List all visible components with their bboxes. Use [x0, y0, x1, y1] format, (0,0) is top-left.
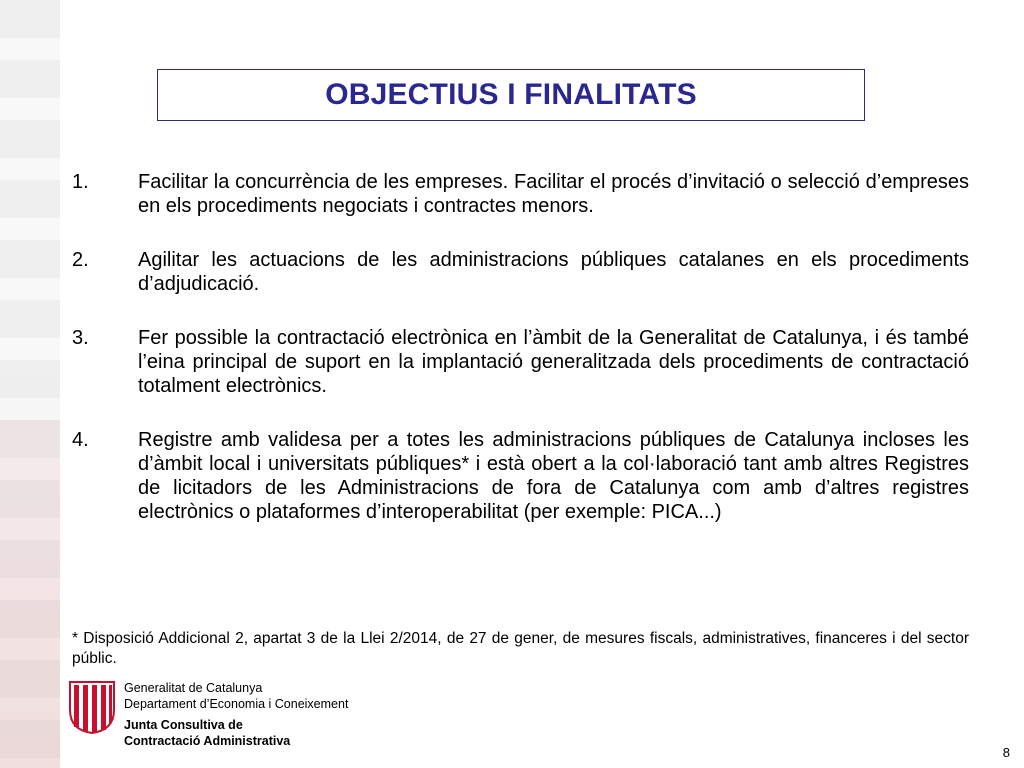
title-box — [157, 69, 865, 121]
objectives-list — [72, 170, 969, 554]
org-line-3: Junta Consultiva de — [124, 718, 243, 732]
list-item — [72, 248, 969, 296]
org-line-2: Departament d’Economia i Coneixement — [124, 697, 349, 711]
org-line-4: Contractació Administrativa — [124, 734, 291, 748]
item-text: Facilitar la concurrència de les empreses. Facilitar el procés d’invitació o selecció d’empreses en els procediments negociats i contractes menors. — [138, 171, 969, 217]
item-number: 1. — [72, 171, 89, 193]
item-text: Agilitar les actuacions de les administracions públiques catalanes en els procediments d’adjudicació. — [138, 249, 969, 295]
generalitat-logo-icon — [68, 680, 116, 734]
item-text: Registre amb validesa per a totes les administracions públiques de Catalunya incloses les d’àmbit local i universitats públiques* i està obert a la col·laboració tant amb altres Registres de licitadors de les Administracions de fora de Catalunya com amb d’altres registres electrònics o plataformes d’interoperabilitat (per exemple: PICA...) — [138, 429, 969, 523]
background-watermark-strip — [0, 0, 60, 768]
footnote: * Disposició Addicional 2, apartat 3 de la Llei 2/2014, de 27 de gener, de mesures fiscals, administratives, financeres i del sector públic. — [72, 630, 969, 667]
item-number: 2. — [72, 249, 89, 271]
list-item — [72, 326, 969, 398]
organization-block — [124, 680, 348, 764]
item-number: 3. — [72, 327, 89, 349]
list-item — [72, 428, 969, 524]
background-red-stripe — [0, 420, 60, 768]
item-text: Fer possible la contractació electrònica en l’àmbit de la Generalitat de Catalunya, i és també l’eina principal de suport en la implantació generalitzada dels procediments de contractació totalment electrònics. — [138, 327, 969, 397]
org-line-1: Generalitat de Catalunya — [124, 681, 263, 695]
slide-title: OBJECTIUS I FINALITATS — [325, 78, 697, 111]
footer — [68, 680, 348, 764]
item-number: 4. — [72, 429, 89, 451]
page-number: 8 — [1002, 745, 1010, 760]
list-item — [72, 170, 969, 218]
